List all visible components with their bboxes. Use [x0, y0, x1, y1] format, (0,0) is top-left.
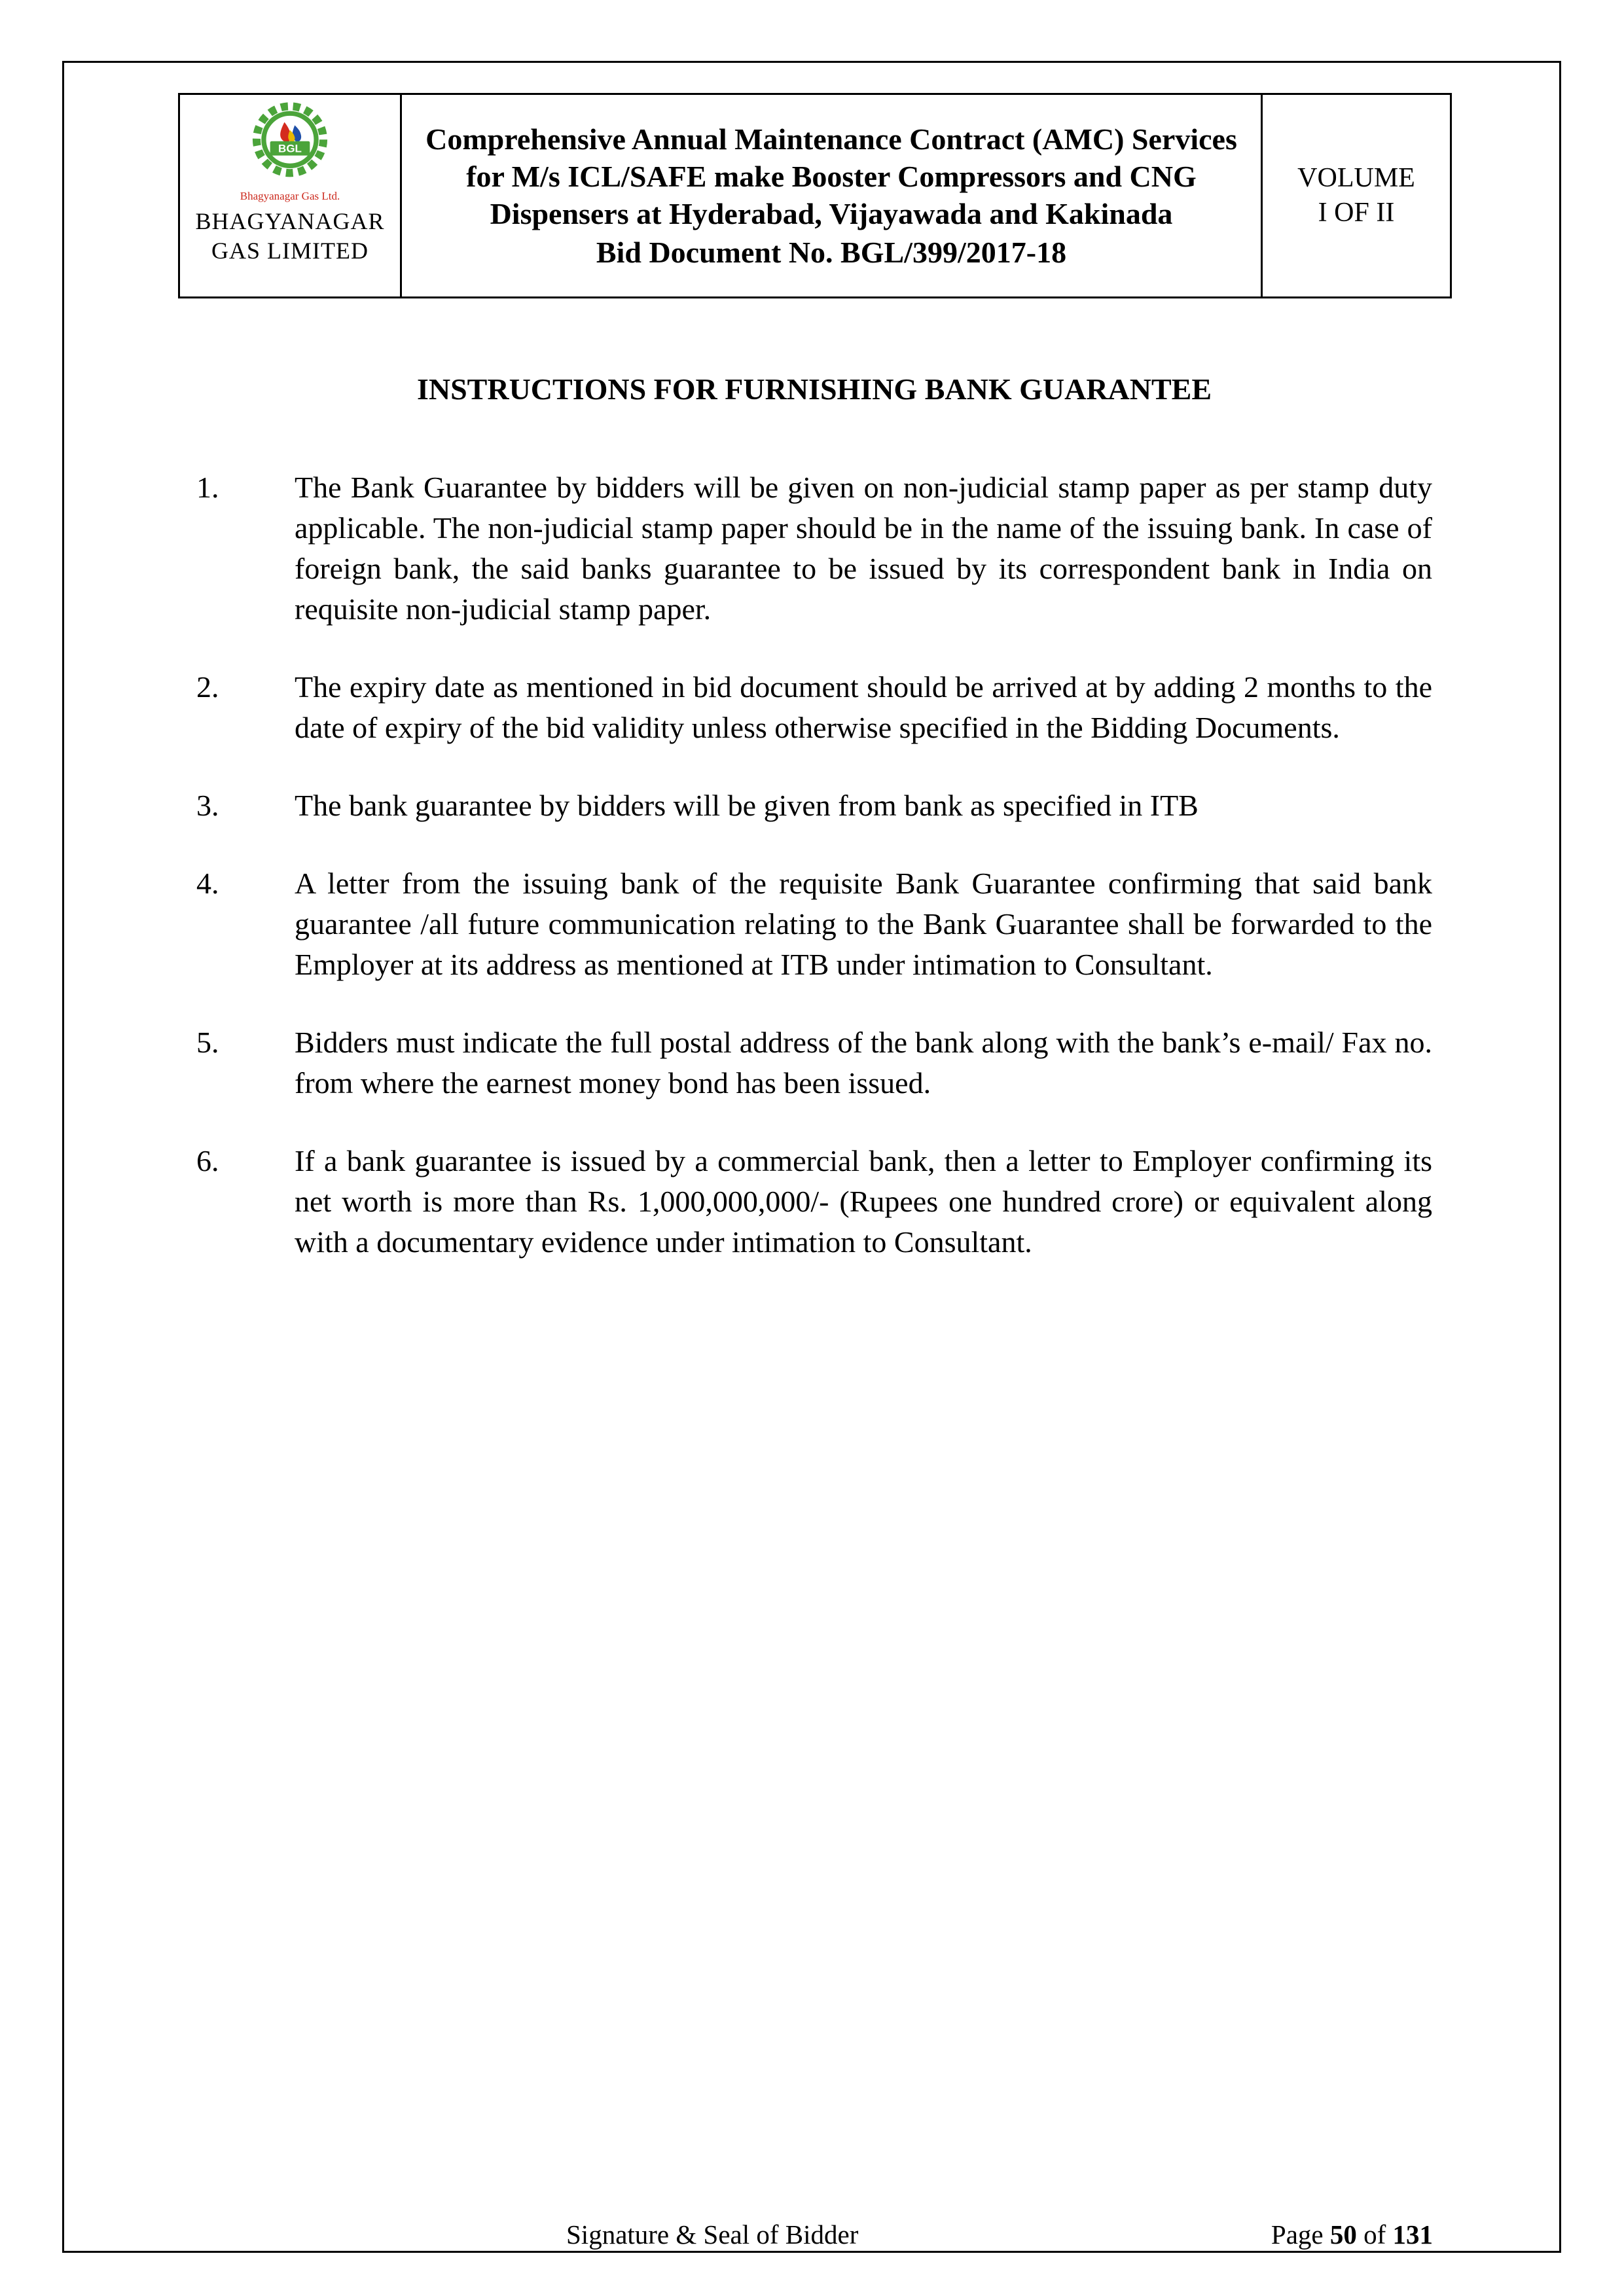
- list-item: [196, 467, 1432, 630]
- list-item-text: If a bank guarantee is issued by a commercial bank, then a letter to Employer confirming its net worth is more than Rs. 1,000,000,000/- (Rupees one hundred crore) or equivalent along with a documentary evidence under intimation to Consultant.: [295, 1144, 1432, 1259]
- list-item: [196, 863, 1432, 985]
- page-footer: [62, 2219, 1561, 2253]
- bid-document-number: Bid Document No. BGL/399/2017-18: [596, 236, 1067, 269]
- list-item-number: 6.: [196, 1144, 219, 1177]
- volume-line2: I OF II: [1318, 198, 1395, 228]
- org-name-line2: GAS LIMITED: [211, 238, 369, 264]
- list-item-number: 2.: [196, 670, 219, 704]
- document-title: Comprehensive Annual Maintenance Contract (AMC) Services for M/s ICL/SAFE make Booster Compressors and CNG Dispensers at Hyderabad, Vijayawada and Kakinada: [425, 122, 1237, 230]
- document-header: [178, 93, 1452, 298]
- list-item-text: Bidders must indicate the full postal address of the bank along with the bank’s e-mail/ Fax no. from where the earnest money bond has been issued.: [295, 1026, 1432, 1100]
- org-name-line1: BHAGYANAGAR: [195, 208, 385, 234]
- list-item: [196, 785, 1432, 826]
- page-separator: of: [1356, 2219, 1393, 2250]
- page-number: [1271, 2219, 1433, 2250]
- list-item-text: The Bank Guarantee by bidders will be given on non-judicial stamp paper as per stamp duty applicable. The non-judicial stamp paper should be in the name of the issuing bank. In case of foreign bank, the said banks guarantee to be issued by its correspondent bank in India on requisite non-judicial stamp paper.: [295, 471, 1432, 626]
- page-prefix: Page: [1271, 2219, 1330, 2250]
- page-total: 131: [1392, 2219, 1433, 2250]
- org-name: [180, 207, 400, 266]
- list-item-text: The expiry date as mentioned in bid document should be arrived at by adding 2 months to the date of expiry of the bid validity unless otherwise specified in the Bidding Documents.: [295, 670, 1432, 744]
- list-item-number: 5.: [196, 1026, 219, 1059]
- logo-cell: [178, 93, 402, 298]
- section-heading: INSTRUCTIONS FOR FURNISHING BANK GUARANTEE: [416, 372, 1212, 406]
- volume-cell: [1261, 93, 1452, 298]
- document-body: [196, 370, 1432, 1300]
- page-current: 50: [1329, 2219, 1357, 2250]
- title-cell: [400, 93, 1263, 298]
- list-item-text: A letter from the issuing bank of the requisite Bank Guarantee confirming that said bank guarantee /all future communication relating to the Bank Guarantee shall be forwarded to the Employer at its address as mentioned at ITB under intimation to Consultant.: [295, 867, 1432, 981]
- list-item: [196, 1141, 1432, 1263]
- volume-line1: VOLUME: [1297, 163, 1415, 193]
- logo-acronym-text: BGL: [278, 142, 302, 155]
- list-item: [196, 1022, 1432, 1103]
- logo-caption: Bhagyanagar Gas Ltd.: [240, 190, 340, 202]
- list-item-number: 3.: [196, 789, 219, 822]
- bgl-logo-icon: [242, 101, 338, 190]
- list-item: [196, 667, 1432, 748]
- list-item-number: 1.: [196, 471, 219, 504]
- signature-label: Signature & Seal of Bidder: [566, 2219, 859, 2250]
- list-item-number: 4.: [196, 867, 219, 900]
- list-item-text: The bank guarantee by bidders will be given from bank as specified in ITB: [295, 789, 1199, 822]
